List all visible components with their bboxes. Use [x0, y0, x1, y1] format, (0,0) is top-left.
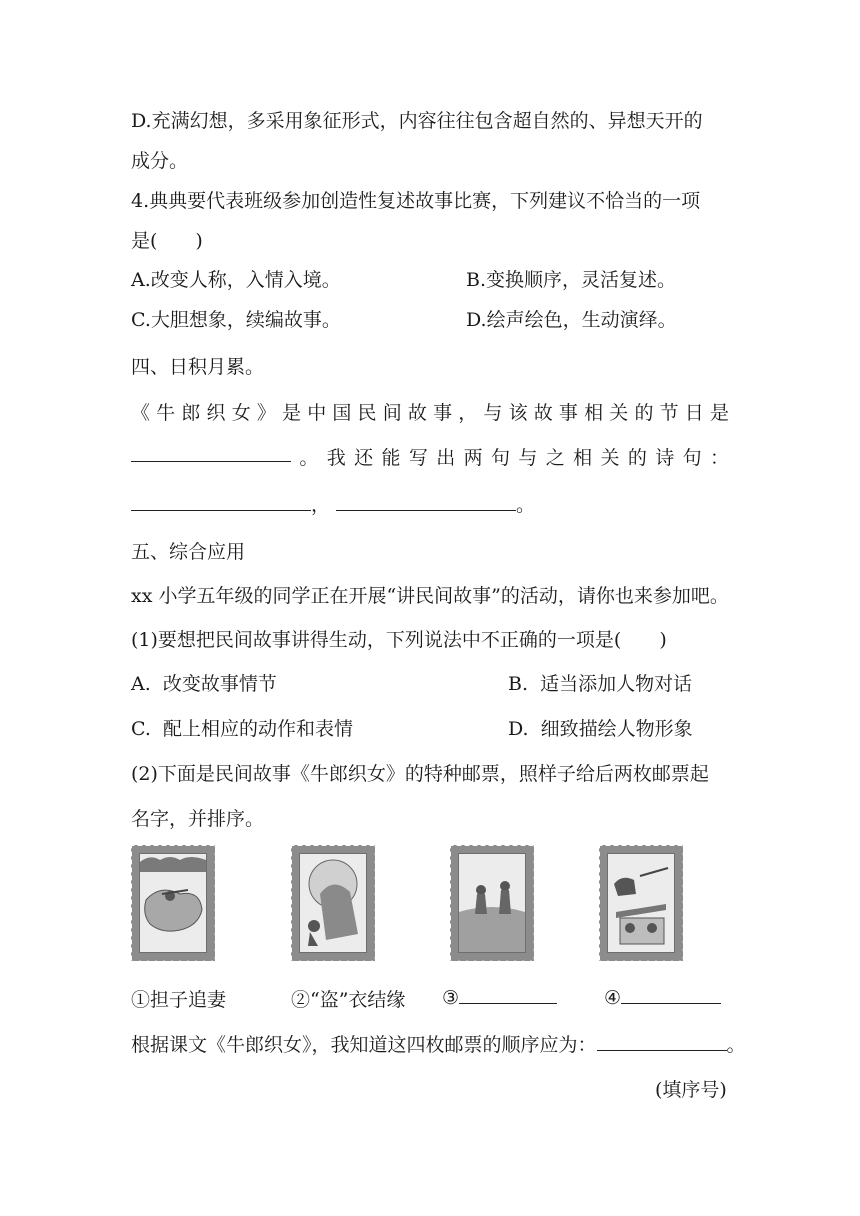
- char: 节: [659, 402, 679, 424]
- char: 出: [436, 447, 456, 469]
- char: 事: [558, 402, 578, 424]
- stamp-1-label: ①担子追妻: [131, 989, 227, 1011]
- char: 故: [407, 402, 427, 424]
- stamp-3-illustration: [459, 854, 525, 952]
- q3-option-d-line2: 成分。: [131, 150, 189, 172]
- char: 郎: [181, 402, 201, 424]
- section4-heading: 四、日积月累。: [131, 356, 265, 378]
- q4-option-c: C.大胆想象，续编故事。: [131, 309, 341, 331]
- q4-option-b: B.变换顺序，灵活复述。: [466, 269, 677, 291]
- char: 句: [682, 447, 702, 469]
- stamp-4-image: [599, 845, 683, 961]
- q4-option-a: A.改变人称，入情入境。: [131, 269, 341, 291]
- q1-option-c: C. 配上相应的动作和表情: [131, 718, 353, 740]
- stamp-3-number: ③: [442, 987, 460, 1009]
- char: 我: [326, 447, 346, 469]
- char: 相: [573, 447, 593, 469]
- char: 牛: [156, 402, 176, 424]
- q2-stem-line1: (2)下面是民间故事《牛郎织女》的特种邮票，照样子给后两枚邮票起: [131, 763, 709, 785]
- char: 中: [307, 402, 327, 424]
- char: ：: [709, 447, 729, 469]
- q1-stem: (1)要想把民间故事讲得生动，下列说法中不正确的一项是( ): [131, 629, 667, 651]
- char: 事: [433, 402, 453, 424]
- stamp-2-image: [291, 845, 375, 961]
- stamp-4-name-blank[interactable]: [621, 985, 721, 1004]
- stamp-4-label: [604, 985, 721, 1009]
- section5-intro: xx 小学五年级的同学正在开展“讲民间故事”的活动，请你也来参加吧。: [131, 585, 729, 607]
- stamp-4-number: ④: [604, 987, 622, 1009]
- order-note: (填序号): [655, 1079, 727, 1101]
- char: 句: [490, 447, 510, 469]
- char: 写: [408, 447, 428, 469]
- section4-line3: [131, 490, 535, 517]
- char: 织: [206, 402, 226, 424]
- stamp-3-name-blank[interactable]: [459, 985, 557, 1004]
- stamp-2-illustration: [300, 854, 366, 952]
- char: 民: [357, 402, 377, 424]
- char: 关: [600, 447, 620, 469]
- q1-option-b: B. 适当添加人物对话: [508, 673, 693, 695]
- comma: ，: [311, 494, 331, 516]
- stamp-1-illustration: [140, 854, 206, 952]
- char: 是: [282, 402, 302, 424]
- period: 。: [726, 1034, 746, 1056]
- char: 该: [508, 402, 528, 424]
- festival-blank[interactable]: [131, 443, 291, 462]
- char: 间: [382, 402, 402, 424]
- poem-blank-2[interactable]: [336, 492, 516, 511]
- stamp-2-label: ②“盗”衣结缘: [291, 989, 406, 1011]
- char: 两: [463, 447, 483, 469]
- char: 故: [533, 402, 553, 424]
- q4-stem-line1: 4.典典要代表班级参加创造性复述故事比赛，下列建议不恰当的一项: [131, 190, 701, 212]
- stamp-3-label: [442, 985, 557, 1009]
- stamp-3-image: [450, 845, 534, 961]
- char: 关: [609, 402, 629, 424]
- order-text: 根据课文《牛郎织女》，我知道这四枚邮票的顺序应为：: [131, 1034, 597, 1056]
- q1-option-d: D. 细致描绘人物形象: [508, 718, 693, 740]
- order-line: [131, 1030, 746, 1057]
- poem-blank-1[interactable]: [131, 492, 311, 511]
- char: 的: [627, 447, 647, 469]
- char: 》: [256, 402, 276, 424]
- char: 日: [684, 402, 704, 424]
- char: 还: [354, 447, 374, 469]
- char: 相: [584, 402, 604, 424]
- char: 是: [709, 402, 729, 424]
- char: ，: [458, 402, 478, 424]
- char: 的: [634, 402, 654, 424]
- char: 国: [332, 402, 352, 424]
- char: 之: [545, 447, 565, 469]
- char: 能: [381, 447, 401, 469]
- q3-option-d-line1: D.充满幻想，多采用象征形式，内容往往包含超自然的、异想天开的: [131, 110, 703, 132]
- q2-stem-line2: 名字，并排序。: [131, 808, 265, 830]
- q4-option-d: D.绘声绘色，生动演绎。: [466, 309, 677, 331]
- section5-heading: 五、综合应用: [131, 541, 246, 563]
- char: 与: [518, 447, 538, 469]
- q1-option-a: A. 改变故事情节: [131, 673, 277, 695]
- period: 。: [516, 494, 536, 516]
- char: 。: [299, 447, 319, 469]
- section4-line1: [131, 398, 729, 425]
- char: 与: [483, 402, 503, 424]
- order-blank[interactable]: [597, 1032, 727, 1051]
- q4-stem-line2: 是( ): [131, 230, 203, 252]
- stamp-4-illustration: [608, 854, 674, 952]
- section4-line2: [131, 443, 729, 470]
- char: 诗: [655, 447, 675, 469]
- stamp-1-image: [131, 845, 215, 961]
- char: 女: [231, 402, 251, 424]
- char: 《: [131, 402, 151, 424]
